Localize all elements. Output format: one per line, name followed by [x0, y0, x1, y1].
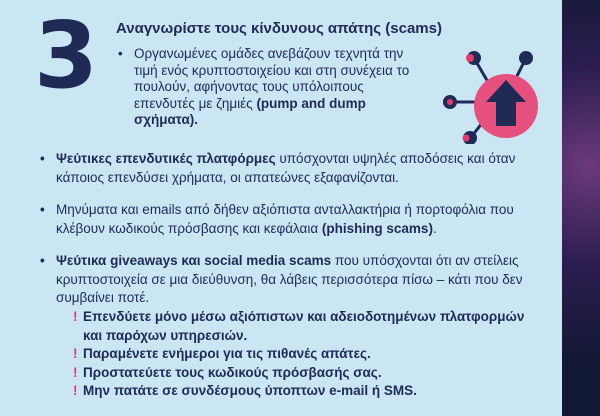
item-text: . — [432, 220, 437, 236]
item-text: Μηνύματα και emails από δήθεν αξιόπιστα ανταλλακτήρια ή πορτοφόλια που κλέβουν κωδικούς πρόσβασης και κεφάλαια — [56, 202, 514, 236]
bullet: • — [40, 202, 45, 217]
item-text: υπόσχονται υψηλές αποδόσεις και όταν κάποιος επενδύσει χρήματα, οι απατεώνες εξαφανίζονται. — [56, 151, 516, 185]
warning-mark-icon: ! — [73, 383, 78, 398]
intro-text — [134, 46, 418, 129]
section-heading: Αναγνωρίστε τους κίνδυνους απάτης (scams) — [116, 20, 442, 37]
warning-mark-icon: ! — [73, 309, 78, 324]
warning-mark-icon: ! — [73, 364, 78, 380]
tips-list — [73, 308, 543, 401]
item-bold: (phishing scams) — [321, 220, 433, 236]
tip-text: Επενδύετε μόνο μέσω αξιόπιστων και αδειοδοτημένων πλατφορμών και παρόχων υπηρεσιών. — [83, 309, 525, 343]
scam-list — [40, 150, 545, 322]
warning-mark-icon: ! — [73, 346, 78, 361]
item-bold: Ψεύτικα giveaways και social media scams — [56, 253, 332, 268]
list-item — [40, 201, 545, 238]
tip-item — [73, 308, 543, 345]
tip-text: Μην πατάτε σε συνδέσμους ύποπτων e-mail ή SMS. — [83, 383, 417, 398]
section-number: 3 — [34, 2, 95, 109]
bullet: • — [40, 151, 45, 166]
intro-text-bold: (pump and dump σχήματα). — [134, 95, 366, 127]
tip-item — [73, 382, 543, 401]
bullet: • — [40, 253, 45, 268]
list-item — [40, 150, 545, 187]
intro-paragraph — [118, 46, 418, 129]
list-item — [40, 252, 545, 308]
tip-text: Προστατεύετε τους κωδικούς πρόσβασής σας. — [83, 364, 382, 380]
tip-text: Παραμένετε ενήμεροι για τις πιθανές απάτες. — [83, 346, 371, 361]
side-decoration — [562, 0, 600, 416]
item-bold: Ψεύτικες επενδυτικές πλατφόρμες — [56, 151, 276, 166]
pump-arrow-icon — [430, 44, 550, 144]
intro-text-plain: Οργανωμένες ομάδες ανεβάζουν τεχνητά την τιμή ενός κρυπτοστοιχείου και στη συνέχεια το πουλούν, αφήνοντας τους υπόλοιπους επενδυτές με ζημιές — [134, 46, 410, 111]
tip-item — [73, 364, 543, 383]
item-text: που υπόσχονται ότι αν στείλεις κρυπτοστοιχεία σε μια διεύθυνση, θα λάβεις περισσότερα πίσω – κάτι που δεν συμβαίνει ποτέ. — [56, 253, 523, 305]
tip-item — [73, 345, 543, 364]
bullet: • — [118, 46, 123, 61]
